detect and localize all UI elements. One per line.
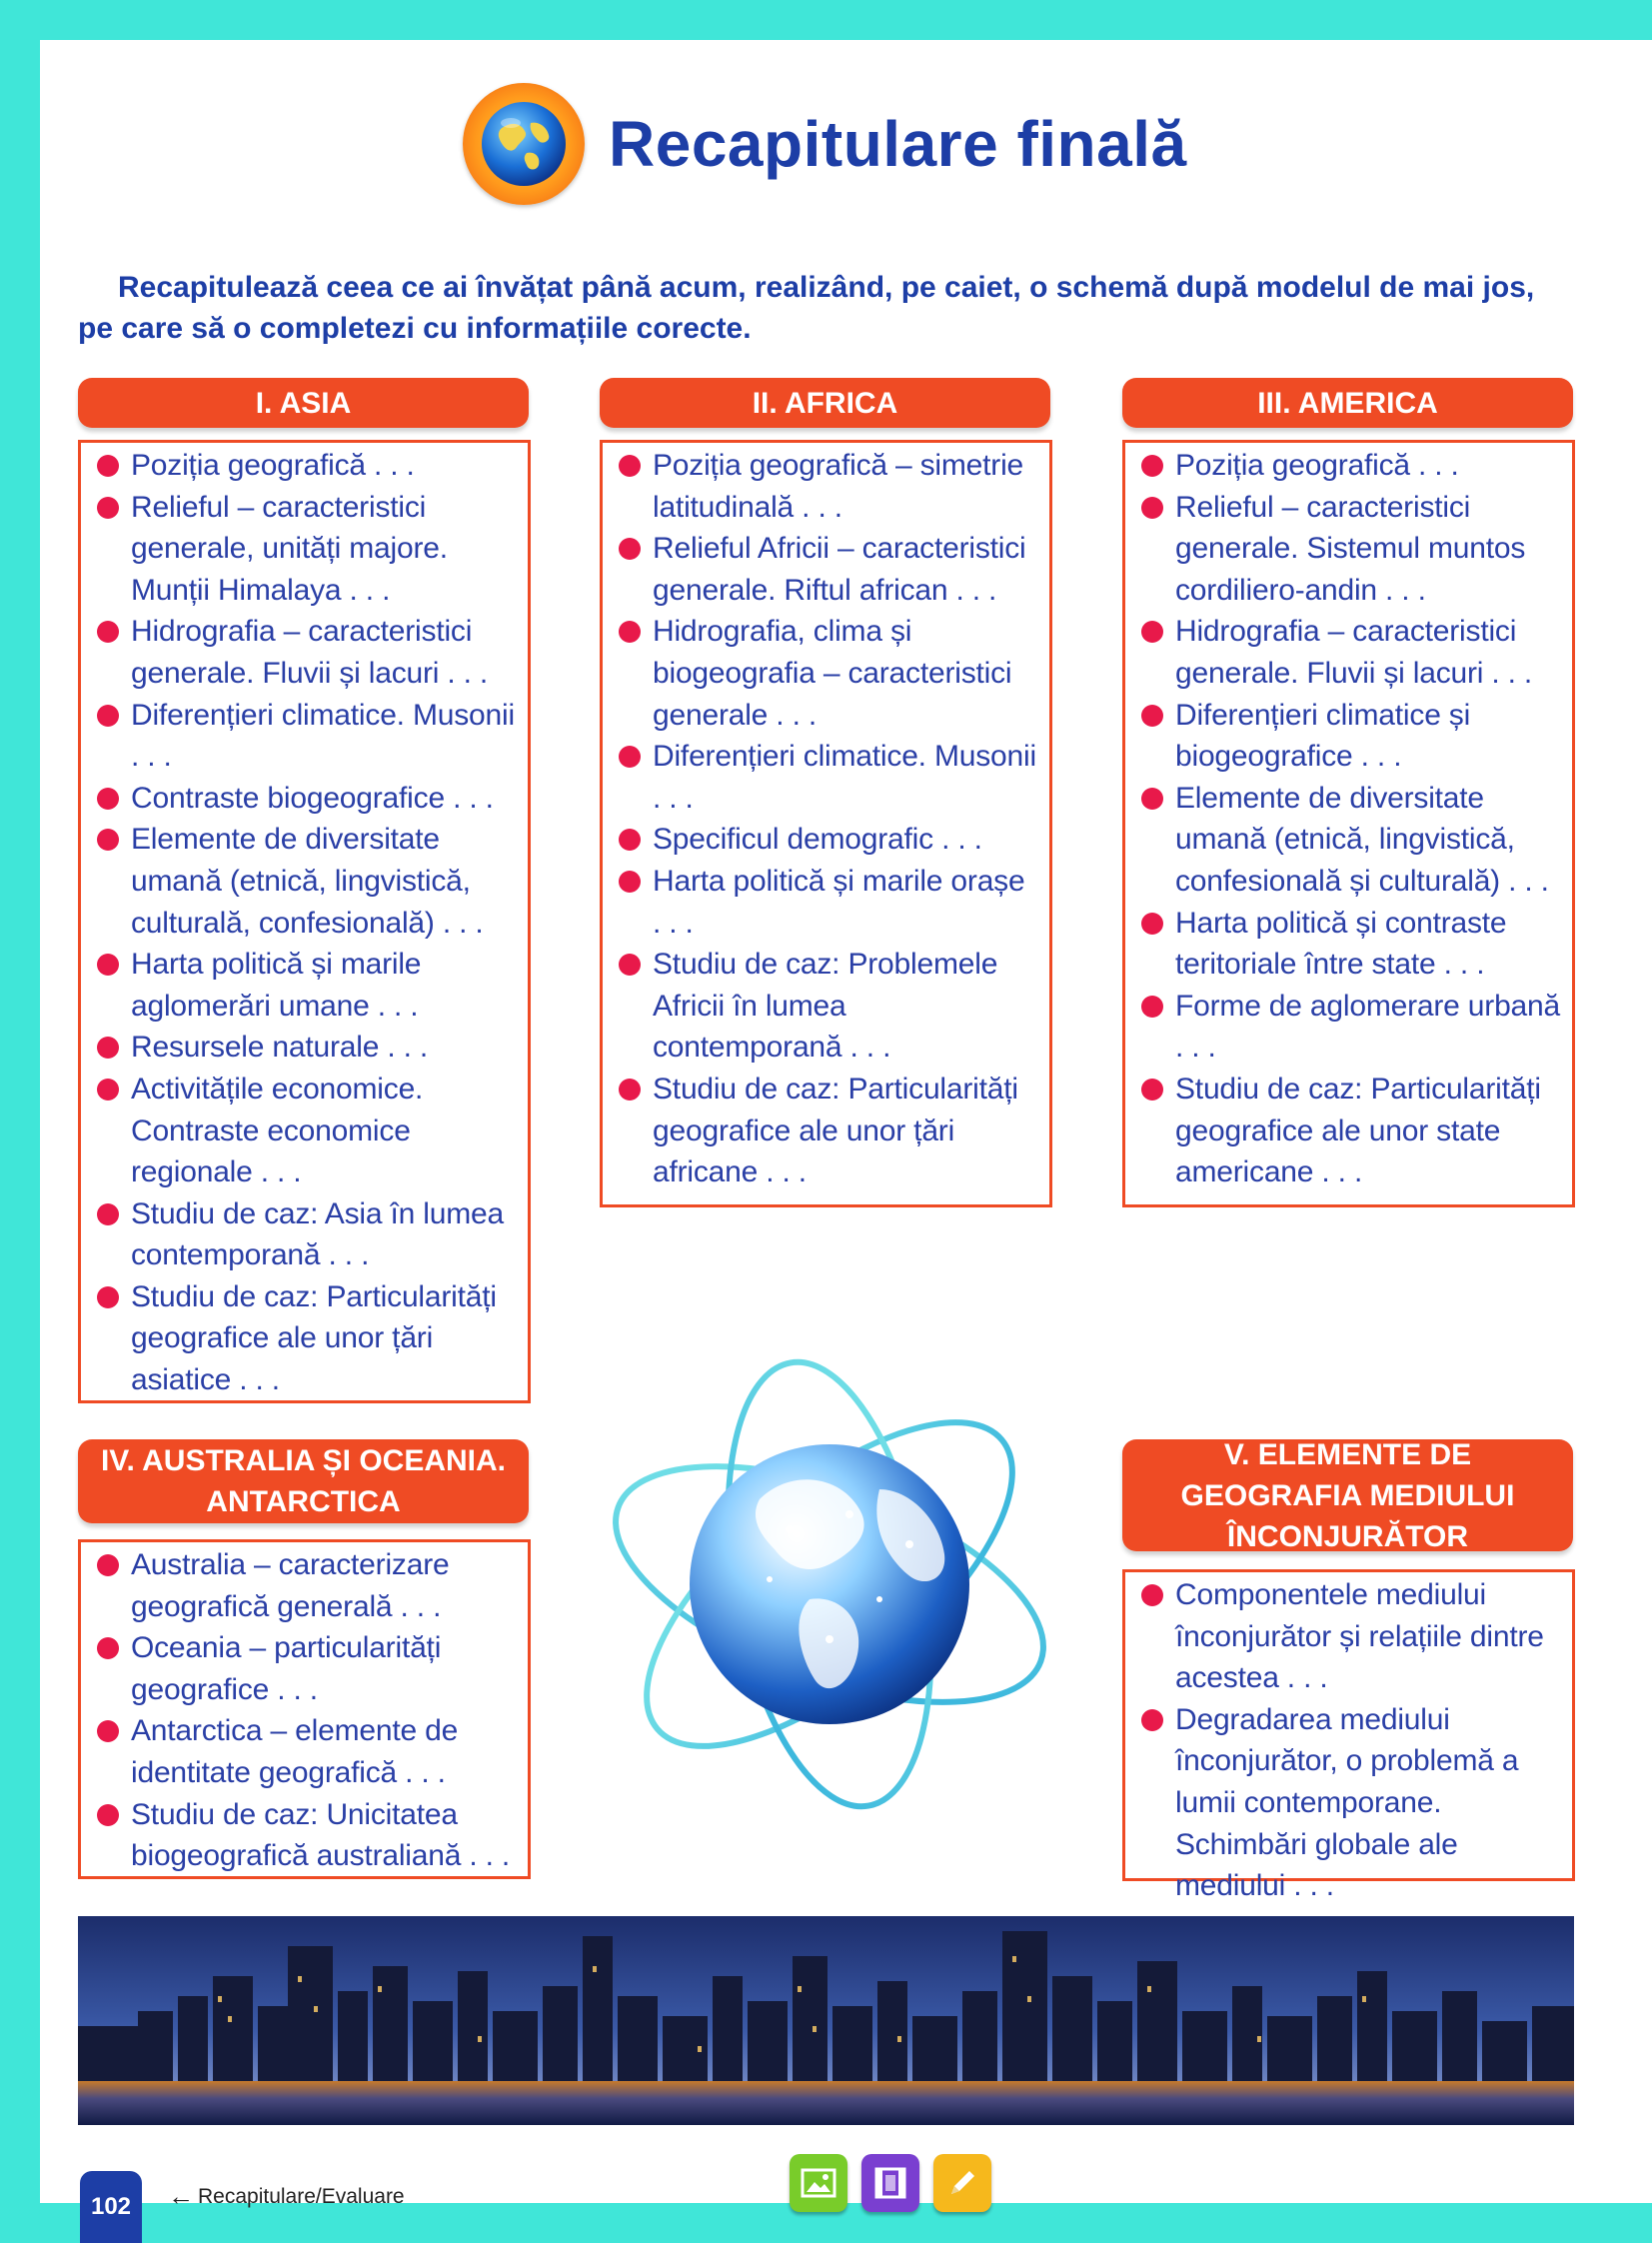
- list-item: Componentele mediului înconjurător și relațiile dintre acestea . . .: [1141, 1574, 1562, 1699]
- bullet-icon: [97, 455, 119, 477]
- bullet-icon: [1141, 497, 1163, 519]
- bullet-icon: [1141, 1584, 1163, 1606]
- bullet-icon: [1141, 1079, 1163, 1101]
- list-item: Relieful Africii – caracteristici generale. Riftul african . . .: [619, 528, 1039, 611]
- bullet-icon: [97, 1637, 119, 1659]
- bullet-icon: [619, 829, 641, 851]
- arrow-left-icon: ←: [168, 2181, 194, 2211]
- globe-icon: [463, 83, 585, 205]
- bullet-icon: [619, 1079, 641, 1101]
- section-box-environment: [1122, 1569, 1575, 1903]
- list-item: Harta politică și contraste teritoriale între state . . .: [1141, 903, 1562, 986]
- list-item: Specificul demografic . . .: [619, 819, 1039, 861]
- globe-orbit-illustration: [590, 1339, 1069, 1819]
- list-item: Oceania – particularități geografice . . .: [97, 1627, 518, 1710]
- section-box-australia: [78, 1539, 531, 1879]
- bullet-icon: [97, 1203, 119, 1225]
- back-link-label: Recapitulare/Evaluare: [198, 2184, 405, 2208]
- list-africa: [619, 445, 1039, 1193]
- list-item: Diferențieri climatice. Musonii . . .: [97, 695, 518, 778]
- bullet-icon: [97, 497, 119, 519]
- bullet-icon: [1141, 913, 1163, 935]
- page-title: Recapitulare finală: [609, 108, 1187, 180]
- city-skyline-image: [78, 1916, 1574, 2125]
- title-block: [463, 82, 1187, 206]
- section-header-asia: I. ASIA: [78, 378, 529, 428]
- list-australia: [97, 1544, 518, 1877]
- list-item: Diferențieri climatice și biogeografice . . .: [1141, 695, 1562, 778]
- bullet-icon: [97, 1037, 119, 1059]
- bullet-icon: [97, 954, 119, 976]
- page-number: 102: [80, 2171, 142, 2243]
- list-item: Relieful – caracteristici generale, unități majore. Munții Himalaya . . .: [97, 487, 518, 612]
- list-item: Poziția geografică . . .: [97, 445, 518, 487]
- list-item: Poziția geografică . . .: [1141, 445, 1562, 487]
- bullet-icon: [619, 455, 641, 477]
- bullet-icon: [97, 1079, 119, 1101]
- bullet-icon: [97, 1554, 119, 1576]
- section-box-america: [1122, 440, 1575, 1207]
- list-item: Poziția geografică – simetrie latitudinală . . .: [619, 445, 1039, 528]
- list-item: Relieful – caracteristici generale. Sistemul muntos cordiliero-andin . . .: [1141, 487, 1562, 612]
- intro-text: Recapitulează ceea ce ai învățat până acum, realizând, pe caiet, o schemă după modelul de mai jos, pe care să o completezi cu informațiile corecte.: [78, 271, 1535, 345]
- list-item: Harta politică și marile orașe . . .: [619, 861, 1039, 944]
- section-box-africa: [600, 440, 1052, 1207]
- bullet-icon: [1141, 1709, 1163, 1731]
- bullet-icon: [619, 621, 641, 643]
- list-item: Studiu de caz: Problemele Africii în lumea contemporană . . .: [619, 944, 1039, 1069]
- list-item: Antarctica – elemente de identitate geografică . . .: [97, 1710, 518, 1793]
- back-link[interactable]: [168, 2181, 405, 2212]
- list-item: Elemente de diversitate umană (etnică, lingvistică, culturală, confesională) . . .: [97, 819, 518, 944]
- list-item: Forme de aglomerare urbană . . .: [1141, 986, 1562, 1069]
- bullet-icon: [1141, 705, 1163, 727]
- bullet-icon: [97, 705, 119, 727]
- list-america: [1141, 445, 1562, 1193]
- list-item: Degradarea mediului înconjurător, o problemă a lumii contemporane. Schimbări globale ale mediului . . .: [1141, 1699, 1562, 1907]
- section-header-africa: II. AFRICA: [600, 378, 1050, 428]
- bullet-icon: [1141, 455, 1163, 477]
- bullet-icon: [619, 746, 641, 768]
- list-item: Studiu de caz: Unicitatea biogeografică australiană . . .: [97, 1794, 518, 1877]
- list-item: Studiu de caz: Particularități geografice ale unor țări asiatice . . .: [97, 1276, 518, 1401]
- bullet-icon: [1141, 621, 1163, 643]
- bullet-icon: [97, 1286, 119, 1308]
- list-item: Harta politică și marile aglomerări umane . . .: [97, 944, 518, 1027]
- list-item: Studiu de caz: Particularități geografice ale unor state americane . . .: [1141, 1069, 1562, 1193]
- bullet-icon: [619, 871, 641, 893]
- image-icon[interactable]: [790, 2154, 847, 2212]
- bullet-icon: [97, 1804, 119, 1826]
- bullet-icon: [97, 829, 119, 851]
- bullet-icon: [97, 788, 119, 810]
- list-item: Activitățile economice. Contraste economice regionale . . .: [97, 1069, 518, 1193]
- list-item: Studiu de caz: Asia în lumea contemporană . . .: [97, 1193, 518, 1276]
- list-item: Studiu de caz: Particularități geografice ale unor țări africane . . .: [619, 1069, 1039, 1193]
- bullet-icon: [619, 538, 641, 560]
- list-environment: [1141, 1574, 1562, 1907]
- pencil-icon[interactable]: [933, 2154, 991, 2212]
- list-item: Hidrografia – caracteristici generale. Fluvii și lacuri . . .: [1141, 611, 1562, 694]
- list-asia: [97, 445, 518, 1401]
- list-item: Australia – caracterizare geografică generală . . .: [97, 1544, 518, 1627]
- list-item: Elemente de diversitate umană (etnică, lingvistică, confesională și culturală) . . .: [1141, 778, 1562, 903]
- bullet-icon: [97, 1720, 119, 1742]
- list-item: Contraste biogeografice . . .: [97, 778, 518, 820]
- list-item: Diferențieri climatice. Musonii . . .: [619, 736, 1039, 819]
- bullet-icon: [1141, 788, 1163, 810]
- bullet-icon: [1141, 996, 1163, 1018]
- section-header-environment: V. ELEMENTE DE GEOGRAFIA MEDIULUI ÎNCONJURĂTOR: [1122, 1439, 1573, 1551]
- video-icon[interactable]: [861, 2154, 919, 2212]
- list-item: Resursele naturale . . .: [97, 1027, 518, 1069]
- section-header-australia: IV. AUSTRALIA ȘI OCEANIA. ANTARCTICA: [78, 1439, 529, 1523]
- list-item: Hidrografia, clima și biogeografia – caracteristici generale . . .: [619, 611, 1039, 736]
- bullet-icon: [619, 954, 641, 976]
- section-box-asia: [78, 440, 531, 1403]
- bullet-icon: [97, 621, 119, 643]
- list-item: Hidrografia – caracteristici generale. Fluvii și lacuri . . .: [97, 611, 518, 694]
- section-header-america: III. AMERICA: [1122, 378, 1573, 428]
